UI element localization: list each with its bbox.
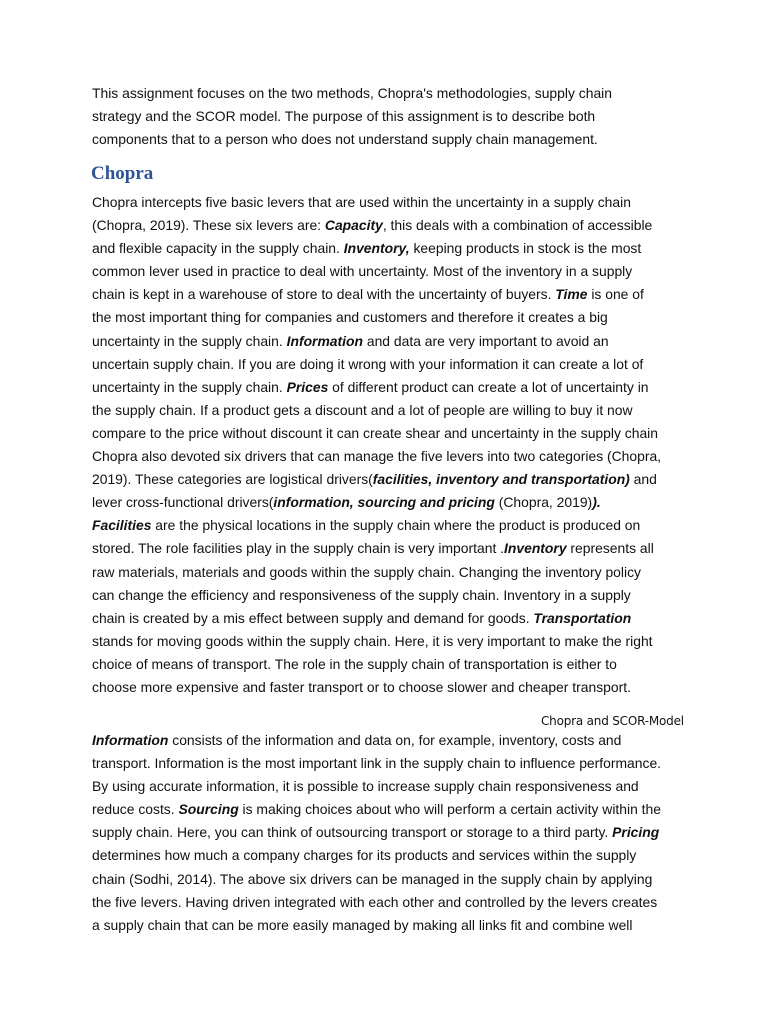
text-line [92,422,688,445]
text-line [92,330,688,353]
text-run: 2019). These categories are logistical drivers( [92,471,373,488]
emphasis-term: Prices [286,378,329,395]
text-line [92,676,688,699]
text-run: represents all [566,540,654,557]
text-run: common lever used in practice to deal with uncertainty. Most of the inventory in a supply [92,263,633,280]
body-paragraph-levers-drivers [92,191,688,699]
text-line [92,775,688,798]
emphasis-term: Transportation [533,609,632,626]
text-line [92,445,688,468]
text-run: uncertainty in the supply chain. [92,332,287,349]
text-run: components that to a person who does not understand supply chain management. [92,131,598,148]
text-run: the supply chain. If a product gets a discount and a lot of people are willing to buy it now [92,401,633,418]
text-run: stands for moving goods within the supply chain. Here, it is very important to make the right [92,632,653,649]
text-line [92,82,688,105]
emphasis-term: Facilities [92,517,152,534]
text-run: (Chopra, 2019). These six levers are: [92,217,325,234]
text-run: uncertainty in the supply chain. [92,378,287,395]
text-run: (Chopra, 2019) [494,494,593,511]
text-run: compare to the price without discount it can create shear and uncertainty in the supply chain [92,424,658,441]
text-line [92,399,688,422]
text-line [92,821,688,844]
text-run: strategy and the SCOR model. The purpose of this assignment is to describe both [92,108,596,125]
text-run: choice of means of transport. The role in the supply chain of transportation is either to [92,655,617,672]
text-run: and data are very important to avoid an [363,332,609,349]
text-run: Chopra also devoted six drivers that can manage the five levers into two categories (Chopra, [92,448,662,465]
text-run: Chopra intercepts five basic levers that are used within the uncertainty in a supply chain [92,194,631,210]
emphasis-term: Inventory [504,540,567,557]
text-run: reduce costs. [92,801,179,818]
running-header: Chopra and SCOR-Model [541,714,684,728]
text-run: chain is kept in a warehouse of store to deal with the uncertainty of buyers. [92,286,556,303]
text-run: and [629,471,657,488]
text-line [92,561,688,584]
text-line [92,630,688,653]
emphasis-term: Capacity [324,217,383,234]
text-line [92,729,688,752]
text-run: stored. The role facilities play in the supply chain is very important . [92,540,505,557]
text-run: can change the efficiency and responsiveness of the supply chain. Inventory in a supply [92,586,631,603]
text-line [92,105,688,128]
text-line [92,128,688,151]
text-line [92,891,688,914]
emphasis-term: Information [92,732,169,748]
text-run: are the physical locations in the supply chain where the product is produced on [151,517,641,534]
section-heading-chopra: Chopra [91,163,154,184]
text-run: This assignment focuses on the two methods, Chopra's methodologies, supply chain [92,85,612,101]
emphasis-term: Time [555,286,588,303]
text-run: lever cross-functional drivers( [92,494,274,511]
emphasis-term: ). [592,494,601,511]
body-paragraph-information-sourcing-pricing [92,729,688,937]
text-line [92,237,688,260]
text-run: and flexible capacity in the supply chain. [92,240,344,257]
text-line [92,491,688,514]
emphasis-term: information, sourcing and pricing [273,494,495,511]
text-run: uncertain supply chain. If you are doing it wrong with your information it can create a lot of [92,355,644,372]
text-run: consists of the information and data on, for example, inventory, costs and [168,732,622,748]
text-run: choose more expensive and faster transport or to choose slower and cheaper transport. [92,678,631,695]
text-run: transport. Information is the most important link in the supply chain to influence performance. [92,755,662,772]
text-run: determines how much a company charges for its products and services within the supply [92,847,637,864]
text-line [92,468,688,491]
emphasis-term: Inventory, [343,240,410,257]
text-line [92,191,688,214]
text-run: the five levers. Having driven integrated with each other and controlled by the levers creates [92,893,658,910]
emphasis-term: Pricing [612,824,660,841]
text-line [92,353,688,376]
text-run: chain is created by a mis effect between supply and demand for goods. [92,609,534,626]
text-line [92,798,688,821]
text-run: supply chain. Here, you can think of outsourcing transport or storage to a third party. [92,824,613,841]
text-run: a supply chain that can be more easily managed by making all links fit and combine well [92,916,633,933]
text-line [92,214,688,237]
text-run: raw materials, materials and goods within the supply chain. Changing the inventory policy [92,563,641,580]
text-run: chain (Sodhi, 2014). The above six drivers can be managed in the supply chain by applying [92,870,653,887]
text-run: By using accurate information, it is possible to increase supply chain responsiveness and [92,778,639,795]
text-line [92,283,688,306]
text-run: is making choices about who will perform a certain activity within the [238,801,661,818]
text-line [92,306,688,329]
text-line [92,844,688,867]
text-line [92,653,688,676]
text-line [92,914,688,937]
text-line [92,752,688,775]
text-line [92,537,688,560]
text-run: the most important thing for companies and customers and therefore it creates a big [92,309,608,326]
text-line [92,514,688,537]
text-line [92,607,688,630]
text-run: keeping products in stock is the most [409,240,642,257]
emphasis-term: facilities, inventory and transportation) [372,471,630,488]
text-line [92,376,688,399]
text-run: of different product can create a lot of uncertainty in [328,378,649,395]
text-line [92,584,688,607]
emphasis-term: Sourcing [178,801,239,818]
text-run: is one of [587,286,644,303]
emphasis-term: Information [286,332,363,349]
intro-paragraph [92,82,688,151]
text-run: , this deals with a combination of accessible [382,217,653,234]
text-line [92,868,688,891]
text-line [92,260,688,283]
